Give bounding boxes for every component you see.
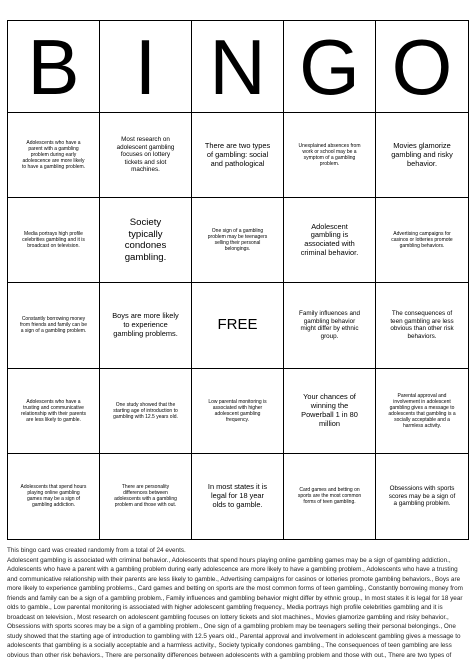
bingo-cell[interactable] <box>8 283 100 368</box>
bingo-cell[interactable] <box>192 113 284 198</box>
bingo-cell[interactable] <box>284 454 376 539</box>
bingo-cell-text: Adolescents who have a parent with a gambling problem during early adolescence are more likely to have a gambling problem. <box>21 140 86 171</box>
bingo-cell[interactable] <box>8 454 100 539</box>
header-letter-i: I <box>100 21 192 112</box>
footer-text <box>7 546 467 660</box>
bingo-cell-text: Most research on adolescent gambling focuses on lottery tickets and slot machines. <box>116 136 175 174</box>
bingo-cell[interactable] <box>100 198 192 283</box>
bingo-cell-text: In most states it is legal for 18 year olds to gamble. <box>207 482 268 509</box>
header-letter-g: G <box>284 21 376 112</box>
header-letter-b: B <box>8 21 100 112</box>
bingo-cell[interactable] <box>192 198 284 283</box>
bingo-cell[interactable] <box>8 198 100 283</box>
bingo-cell-text: Unexplained absences from work or school may be a symptom of a gambling problem. <box>298 143 361 168</box>
bingo-cell[interactable] <box>192 369 284 454</box>
bingo-cell[interactable] <box>100 369 192 454</box>
bingo-cell-text: Card games and betting on sports are the most common forms of teen gambling. <box>297 487 362 506</box>
bingo-cell[interactable] <box>192 454 284 539</box>
bingo-cell-text: Society typically condones gambling. <box>124 217 167 263</box>
bingo-cell[interactable] <box>376 198 468 283</box>
bingo-cell-text: Adolescents that spend hours playing online gambling games may be a sign of gambling addiction. <box>20 484 87 509</box>
bingo-cell[interactable] <box>8 113 100 198</box>
bingo-cell[interactable] <box>284 113 376 198</box>
bingo-cell-text: FREE <box>217 316 258 334</box>
bingo-cell-text: Low parental monitoring is associated with higher adolescent gambling frequency. <box>208 398 267 423</box>
bingo-cell[interactable] <box>100 113 192 198</box>
bingo-cell-text: Obsessions with sports scores may be a sign of a gambling problem. <box>388 485 456 508</box>
bingo-cell-text: One sign of a gambling problem may be teenagers selling their personal belongings. <box>207 228 268 253</box>
bingo-header <box>8 21 468 113</box>
bingo-cell-text: Boys are more likely to experience gambling problems. <box>112 311 179 338</box>
bingo-cell[interactable] <box>376 283 468 368</box>
bingo-cell[interactable] <box>284 369 376 454</box>
header-letter-o: O <box>391 22 453 111</box>
bingo-cell-text: There are personality differences between adolescents with a gambling problem and those with out. <box>114 484 177 509</box>
bingo-cell[interactable] <box>284 198 376 283</box>
bingo-cell[interactable] <box>284 283 376 368</box>
bingo-cell[interactable] <box>376 454 468 539</box>
bingo-cell[interactable] <box>376 369 468 454</box>
bingo-cell-text: There are two types of gambling: social and pathological <box>204 140 271 168</box>
bingo-cell-text: Media portrays high profile celebrities gambling and it is broadcast on television. <box>22 231 85 250</box>
bingo-cell-text: Adolescents who have a trusting and communicative relationship with their parents are less likely to gamble. <box>20 398 87 423</box>
footer-events: Adolescent gambling is associated with criminal behavior., Adolescents that spend hours playing online gambling games may be a sign of gambling addiction., Adolescents who have a parent with a gambling problem during early adolescence are more likely to have a gambling problem., Adolescents who have a trusting and communicative relationship with their parents are less likely to gamble., Advertising campaigns for casinos or lotteries promote gambling behaviors., Boys are more likely to experience gambling problems., Card games and betting on sports are the most common forms of teen gambling., Constantly borrowing money from friends and family can be a sign of a gambling problem., Family influences and gambling behavior might differ by ethnic group., In most states it is legal for 18 year olds to gamble., Low parental monitoring is associated with higher adolescent gambling frequency., Media portrays high profile celebrities gambling and it is broadcast on television., Most research on adolescent gambling focuses on lottery tickets and slot machines., Movies glamorize gambling and risky behavior., Obsessions with sports scores may be a sign of a gambling problem., One sign of a gambling problem may be teenagers selling their personal belongings., One study showed that the starting age of introduction to gambling with 12.5 years old., Parental approval and involvement in adolescent gambling gives a message to adolescents that gambling is a socially acceptable and a harmless activity., Society typically condones gambling., The consequences of teen gambling are less obvious than other risk behaviors., There are personality differences between adolescents with a gambling problem and those with out., There are two types of <box>7 556 463 659</box>
bingo-cell-text: Your chances of winning the Powerball 1 in 80 million <box>301 391 358 428</box>
footer-intro: This bingo card was created randomly from a total of 24 events. <box>7 547 186 554</box>
bingo-cell[interactable] <box>100 454 192 539</box>
bingo-card <box>7 20 469 540</box>
bingo-cell-text: Constantly borrowing money from friends and family can be a sign of a gambling problem. <box>20 316 87 335</box>
bingo-cell-text: The consequences of teen gambling are less obvious than other risk behaviors. <box>390 310 454 341</box>
bingo-cell-text: Adolescent gambling is associated with criminal behavior. <box>300 221 359 258</box>
bingo-cell-text: Parental approval and involvement in adolescent gambling gives a message to adolescents that gambling is a socially acceptable and a harmless activity. <box>388 392 456 429</box>
bingo-cell[interactable] <box>376 113 468 198</box>
bingo-cell-text: Advertising campaigns for casinos or lotteries promote gambling behaviors. <box>391 231 453 250</box>
bingo-cell-text: One study showed that the starting age of introduction to gambling with 12.5 years old. <box>113 401 178 420</box>
header-letter-n: N <box>192 21 284 112</box>
bingo-cell-text: Family influences and gambling behavior might differ by ethnic group. <box>299 310 360 341</box>
bingo-cell-text: Movies glamorize gambling and risky behavior. <box>391 140 453 168</box>
bingo-cell[interactable] <box>8 369 100 454</box>
bingo-cell[interactable] <box>100 283 192 368</box>
bingo-free-cell[interactable] <box>192 283 284 368</box>
bingo-grid <box>8 113 468 539</box>
